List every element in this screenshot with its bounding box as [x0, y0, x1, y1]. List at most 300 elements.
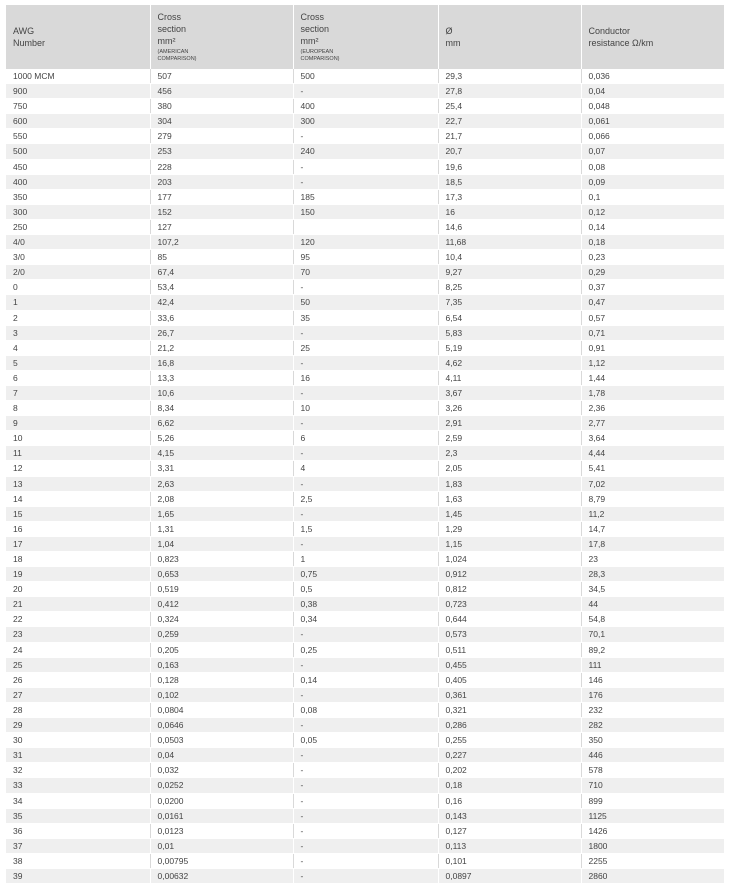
cross-section-european-cell: 50 [293, 295, 438, 310]
cross-section-american-cell: 0,412 [150, 597, 293, 612]
diameter-cell: 1,63 [438, 491, 581, 506]
cross-section-american-cell: 279 [150, 129, 293, 144]
table-row [6, 552, 724, 567]
cross-section-american-cell: 21,2 [150, 340, 293, 355]
diameter-cell: 0,361 [438, 687, 581, 702]
resistance-cell: 1125 [581, 808, 724, 823]
awg-cell: 29 [6, 718, 150, 733]
cross-section-american-cell: 67,4 [150, 265, 293, 280]
cross-section-european-cell: 185 [293, 189, 438, 204]
cross-section-american-cell: 3,31 [150, 461, 293, 476]
header-cross-section-european: Cross section mm² (EUROPEAN COMPARISON) [293, 5, 438, 69]
cross-section-european-cell: 0,34 [293, 612, 438, 627]
awg-cell: 1000 MCM [6, 69, 150, 84]
resistance-cell: 2,36 [581, 401, 724, 416]
table-row [6, 763, 724, 778]
resistance-cell: 1,12 [581, 355, 724, 370]
cross-section-european-cell: 0,14 [293, 672, 438, 687]
cross-section-european-cell: - [293, 853, 438, 868]
cross-section-european-cell: - [293, 793, 438, 808]
header-awg-number: AWG Number [6, 5, 150, 69]
cross-section-american-cell: 304 [150, 114, 293, 129]
cross-section-american-cell: 456 [150, 84, 293, 99]
cross-section-european-cell: - [293, 355, 438, 370]
european-comparison-note: (EUROPEAN COMPARISON) [300, 49, 340, 62]
table-row [6, 235, 724, 250]
table-row [6, 521, 724, 536]
cross-section-european-cell: - [293, 446, 438, 461]
awg-cell: 750 [6, 99, 150, 114]
cross-section-american-cell: 0,102 [150, 687, 293, 702]
table-row [6, 250, 724, 265]
diameter-cell: 0,227 [438, 748, 581, 763]
diameter-cell: 0,455 [438, 657, 581, 672]
cross-section-european-cell: - [293, 627, 438, 642]
awg-cell: 300 [6, 204, 150, 219]
resistance-cell: 710 [581, 778, 724, 793]
awg-cell: 8 [6, 401, 150, 416]
table-row [6, 838, 724, 853]
header-diameter: Ø mm [438, 5, 581, 69]
awg-cell: 35 [6, 808, 150, 823]
awg-cell: 9 [6, 416, 150, 431]
resistance-cell: 2,77 [581, 416, 724, 431]
cross-section-american-cell: 0,00632 [150, 868, 293, 883]
resistance-cell: 0,04 [581, 84, 724, 99]
table-header [6, 5, 724, 69]
table-row [6, 431, 724, 446]
table-row [6, 355, 724, 370]
awg-cell: 39 [6, 868, 150, 883]
header-conductor-resistance: Conductor resistance Ω/km [581, 5, 724, 69]
cross-section-european-cell: - [293, 823, 438, 838]
cross-section-european-cell: 500 [293, 69, 438, 84]
awg-cell: 27 [6, 687, 150, 702]
awg-cell: 23 [6, 627, 150, 642]
awg-cell: 450 [6, 159, 150, 174]
cross-section-european-cell: - [293, 129, 438, 144]
diameter-cell: 11,68 [438, 235, 581, 250]
resistance-cell: 28,3 [581, 567, 724, 582]
diameter-cell: 2,3 [438, 446, 581, 461]
table-row [6, 295, 724, 310]
cross-section-european-cell: - [293, 868, 438, 883]
table-row [6, 84, 724, 99]
awg-cell: 0 [6, 280, 150, 295]
cross-section-european-cell: 70 [293, 265, 438, 280]
resistance-cell: 0,57 [581, 310, 724, 325]
cross-section-american-cell: 0,032 [150, 763, 293, 778]
cross-section-american-cell: 0,205 [150, 642, 293, 657]
awg-cell: 19 [6, 567, 150, 582]
resistance-cell: 89,2 [581, 642, 724, 657]
diameter-cell: 0,202 [438, 763, 581, 778]
cross-section-american-cell: 0,0161 [150, 808, 293, 823]
cross-section-american-cell: 5,26 [150, 431, 293, 446]
diameter-cell: 0,286 [438, 718, 581, 733]
diameter-cell: 29,3 [438, 69, 581, 84]
table-row [6, 853, 724, 868]
table-row [6, 114, 724, 129]
cross-section-european-cell: 0,75 [293, 567, 438, 582]
table-row [6, 642, 724, 657]
table-row [6, 627, 724, 642]
awg-cell: 400 [6, 174, 150, 189]
awg-cell: 34 [6, 793, 150, 808]
cross-section-european-cell: - [293, 718, 438, 733]
cross-section-american-cell: 507 [150, 69, 293, 84]
diameter-cell: 0,16 [438, 793, 581, 808]
resistance-cell: 0,066 [581, 129, 724, 144]
cross-section-american-cell: 0,0804 [150, 702, 293, 717]
awg-cell: 1 [6, 295, 150, 310]
diameter-cell: 0,143 [438, 808, 581, 823]
table-row [6, 718, 724, 733]
cross-section-american-cell: 203 [150, 174, 293, 189]
resistance-cell: 578 [581, 763, 724, 778]
table-row [6, 808, 724, 823]
awg-cell: 28 [6, 702, 150, 717]
awg-cell: 3 [6, 325, 150, 340]
cross-section-european-cell: 1 [293, 552, 438, 567]
cross-section-european-cell: 240 [293, 144, 438, 159]
awg-cell: 24 [6, 642, 150, 657]
table-row [6, 129, 724, 144]
diameter-cell: 1,024 [438, 552, 581, 567]
resistance-cell: 350 [581, 733, 724, 748]
cross-section-american-cell: 1,65 [150, 506, 293, 521]
awg-cell: 18 [6, 552, 150, 567]
cross-section-european-cell: - [293, 416, 438, 431]
cross-section-american-cell: 0,324 [150, 612, 293, 627]
resistance-cell: 176 [581, 687, 724, 702]
cross-section-american-cell: 6,62 [150, 416, 293, 431]
cross-section-european-cell: 6 [293, 431, 438, 446]
cross-section-european-cell: 2,5 [293, 491, 438, 506]
diameter-cell: 2,91 [438, 416, 581, 431]
table-row [6, 778, 724, 793]
cross-section-american-cell: 13,3 [150, 370, 293, 385]
resistance-cell: 1,78 [581, 385, 724, 400]
resistance-cell: 0,37 [581, 280, 724, 295]
table-row [6, 280, 724, 295]
cross-section-american-cell: 1,31 [150, 521, 293, 536]
cross-section-european-cell: 0,5 [293, 582, 438, 597]
diameter-cell: 0,255 [438, 733, 581, 748]
cross-section-european-cell: 95 [293, 250, 438, 265]
diameter-cell: 22,7 [438, 114, 581, 129]
cross-section-american-cell: 107,2 [150, 235, 293, 250]
awg-cell: 3/0 [6, 250, 150, 265]
cross-section-european-cell: - [293, 476, 438, 491]
resistance-cell: 0,08 [581, 159, 724, 174]
awg-cell: 2 [6, 310, 150, 325]
resistance-cell: 54,8 [581, 612, 724, 627]
cross-section-european-cell: 0,38 [293, 597, 438, 612]
cross-section-american-cell: 0,0646 [150, 718, 293, 733]
cross-section-american-cell: 177 [150, 189, 293, 204]
table-row [6, 370, 724, 385]
awg-cell: 4 [6, 340, 150, 355]
table-row [6, 401, 724, 416]
resistance-cell: 44 [581, 597, 724, 612]
cross-section-european-cell: - [293, 506, 438, 521]
diameter-cell: 18,5 [438, 174, 581, 189]
cross-section-european-cell: 35 [293, 310, 438, 325]
resistance-cell: 0,12 [581, 204, 724, 219]
awg-cell: 30 [6, 733, 150, 748]
cross-section-american-cell: 0,653 [150, 567, 293, 582]
resistance-cell: 17,8 [581, 536, 724, 551]
resistance-cell: 3,64 [581, 431, 724, 446]
resistance-cell: 232 [581, 702, 724, 717]
cross-section-european-cell: - [293, 808, 438, 823]
awg-cell: 14 [6, 491, 150, 506]
table-row [6, 174, 724, 189]
table-row [6, 748, 724, 763]
resistance-cell: 0,048 [581, 99, 724, 114]
cross-section-european-cell: - [293, 325, 438, 340]
table-row [6, 159, 724, 174]
resistance-cell: 0,91 [581, 340, 724, 355]
cross-section-american-cell: 16,8 [150, 355, 293, 370]
resistance-cell: 1,44 [581, 370, 724, 385]
diameter-cell: 14,6 [438, 219, 581, 234]
diameter-cell: 2,59 [438, 431, 581, 446]
cross-section-european-cell: 1,5 [293, 521, 438, 536]
table-row [6, 461, 724, 476]
cross-section-european-cell: 150 [293, 204, 438, 219]
resistance-cell: 0,29 [581, 265, 724, 280]
resistance-cell: 282 [581, 718, 724, 733]
diameter-cell: 3,26 [438, 401, 581, 416]
cross-section-european-cell: 400 [293, 99, 438, 114]
cross-section-american-cell: 0,128 [150, 672, 293, 687]
resistance-cell: 8,79 [581, 491, 724, 506]
awg-cell: 20 [6, 582, 150, 597]
diameter-cell: 0,0897 [438, 868, 581, 883]
diameter-cell: 0,573 [438, 627, 581, 642]
awg-cell: 25 [6, 657, 150, 672]
cross-section-european-cell: - [293, 748, 438, 763]
awg-cell: 17 [6, 536, 150, 551]
cross-section-american-cell: 0,00795 [150, 853, 293, 868]
diameter-cell: 0,644 [438, 612, 581, 627]
resistance-cell: 0,036 [581, 69, 724, 84]
awg-cell: 38 [6, 853, 150, 868]
resistance-cell: 146 [581, 672, 724, 687]
table-row [6, 733, 724, 748]
resistance-cell: 111 [581, 657, 724, 672]
resistance-cell: 0,07 [581, 144, 724, 159]
diameter-cell: 9,27 [438, 265, 581, 280]
cross-section-american-cell: 53,4 [150, 280, 293, 295]
diameter-cell: 0,321 [438, 702, 581, 717]
resistance-cell: 0,061 [581, 114, 724, 129]
resistance-cell: 0,23 [581, 250, 724, 265]
cross-section-american-cell: 127 [150, 219, 293, 234]
resistance-cell: 5,41 [581, 461, 724, 476]
diameter-cell: 0,723 [438, 597, 581, 612]
american-comparison-note: (AMERICAN COMPARISON) [157, 49, 197, 62]
diameter-cell: 20,7 [438, 144, 581, 159]
table-body [6, 69, 724, 884]
cross-section-american-cell: 10,6 [150, 385, 293, 400]
cross-section-american-cell: 0,0200 [150, 793, 293, 808]
table-row [6, 687, 724, 702]
cross-section-european-cell: 16 [293, 370, 438, 385]
awg-cell: 350 [6, 189, 150, 204]
table-row [6, 99, 724, 114]
cross-section-european-cell: - [293, 838, 438, 853]
cross-section-european-cell: - [293, 763, 438, 778]
table-row [6, 310, 724, 325]
awg-cell: 550 [6, 129, 150, 144]
cross-section-european-cell: - [293, 174, 438, 189]
table-row [6, 69, 724, 84]
cross-section-american-cell: 0,259 [150, 627, 293, 642]
table-row [6, 204, 724, 219]
resistance-cell: 70,1 [581, 627, 724, 642]
table-row [6, 793, 724, 808]
cross-section-european-cell: - [293, 159, 438, 174]
table-row [6, 868, 724, 883]
cross-section-american-cell: 0,163 [150, 657, 293, 672]
cross-section-american-cell: 0,04 [150, 748, 293, 763]
cross-section-european-cell: 0,05 [293, 733, 438, 748]
diameter-cell: 4,62 [438, 355, 581, 370]
cross-section-american-cell: 42,4 [150, 295, 293, 310]
awg-cell: 32 [6, 763, 150, 778]
resistance-cell: 7,02 [581, 476, 724, 491]
cross-section-american-cell: 0,01 [150, 838, 293, 853]
awg-cell: 6 [6, 370, 150, 385]
cross-section-american-cell: 2,08 [150, 491, 293, 506]
resistance-cell: 1426 [581, 823, 724, 838]
table-row [6, 189, 724, 204]
cross-section-european-cell: 120 [293, 235, 438, 250]
resistance-cell: 899 [581, 793, 724, 808]
awg-cell: 900 [6, 84, 150, 99]
diameter-cell: 6,54 [438, 310, 581, 325]
diameter-cell: 0,405 [438, 672, 581, 687]
awg-cell: 36 [6, 823, 150, 838]
awg-cell: 21 [6, 597, 150, 612]
cross-section-european-cell: - [293, 385, 438, 400]
cross-section-american-cell: 8,34 [150, 401, 293, 416]
table-row [6, 446, 724, 461]
diameter-cell: 5,83 [438, 325, 581, 340]
diameter-cell: 5,19 [438, 340, 581, 355]
resistance-cell: 4,44 [581, 446, 724, 461]
table-row [6, 265, 724, 280]
cross-section-european-cell: 4 [293, 461, 438, 476]
diameter-cell: 0,912 [438, 567, 581, 582]
table-row [6, 506, 724, 521]
awg-cell: 5 [6, 355, 150, 370]
diameter-cell: 8,25 [438, 280, 581, 295]
cross-section-european-cell: 0,25 [293, 642, 438, 657]
awg-cell: 13 [6, 476, 150, 491]
cross-section-american-cell: 0,0123 [150, 823, 293, 838]
cross-section-european-cell: 25 [293, 340, 438, 355]
diameter-cell: 1,45 [438, 506, 581, 521]
diameter-cell: 16 [438, 204, 581, 219]
diameter-cell: 0,127 [438, 823, 581, 838]
diameter-cell: 0,511 [438, 642, 581, 657]
diameter-cell: 0,18 [438, 778, 581, 793]
table-row [6, 597, 724, 612]
cross-section-european-cell: - [293, 657, 438, 672]
resistance-cell: 23 [581, 552, 724, 567]
cross-section-european-cell: - [293, 536, 438, 551]
table-row [6, 582, 724, 597]
cross-section-european-cell: - [293, 778, 438, 793]
diameter-cell: 4,11 [438, 370, 581, 385]
table-row [6, 823, 724, 838]
awg-cell: 11 [6, 446, 150, 461]
cross-section-american-cell: 152 [150, 204, 293, 219]
resistance-cell: 34,5 [581, 582, 724, 597]
table-row [6, 476, 724, 491]
awg-cell: 10 [6, 431, 150, 446]
cross-section-american-cell: 228 [150, 159, 293, 174]
cross-section-american-cell: 2,63 [150, 476, 293, 491]
awg-cell: 22 [6, 612, 150, 627]
resistance-cell: 11,2 [581, 506, 724, 521]
table-row [6, 657, 724, 672]
awg-cell: 12 [6, 461, 150, 476]
diameter-cell: 27,8 [438, 84, 581, 99]
resistance-cell: 0,71 [581, 325, 724, 340]
header-cross-section-american: Cross section mm² (AMERICAN COMPARISON) [150, 5, 293, 69]
awg-cell: 31 [6, 748, 150, 763]
resistance-cell: 2255 [581, 853, 724, 868]
diameter-cell: 17,3 [438, 189, 581, 204]
cross-section-american-cell: 4,15 [150, 446, 293, 461]
table-row [6, 325, 724, 340]
cross-section-european-cell: 10 [293, 401, 438, 416]
awg-cell: 250 [6, 219, 150, 234]
awg-cell: 37 [6, 838, 150, 853]
diameter-cell: 10,4 [438, 250, 581, 265]
table-row [6, 567, 724, 582]
awg-cell: 33 [6, 778, 150, 793]
resistance-cell: 0,47 [581, 295, 724, 310]
awg-cell: 7 [6, 385, 150, 400]
awg-cell: 26 [6, 672, 150, 687]
cross-section-american-cell: 253 [150, 144, 293, 159]
cross-section-european-cell: - [293, 280, 438, 295]
awg-cell: 600 [6, 114, 150, 129]
awg-cell: 4/0 [6, 235, 150, 250]
diameter-cell: 21,7 [438, 129, 581, 144]
diameter-cell: 2,05 [438, 461, 581, 476]
table-row [6, 491, 724, 506]
awg-cell: 500 [6, 144, 150, 159]
diameter-cell: 3,67 [438, 385, 581, 400]
diameter-cell: 1,29 [438, 521, 581, 536]
diameter-cell: 0,101 [438, 853, 581, 868]
cross-section-european-cell: - [293, 687, 438, 702]
diameter-cell: 1,83 [438, 476, 581, 491]
diameter-cell: 7,35 [438, 295, 581, 310]
table-row [6, 144, 724, 159]
table-row [6, 612, 724, 627]
diameter-cell: 25,4 [438, 99, 581, 114]
cross-section-american-cell: 1,04 [150, 536, 293, 551]
resistance-cell: 0,1 [581, 189, 724, 204]
